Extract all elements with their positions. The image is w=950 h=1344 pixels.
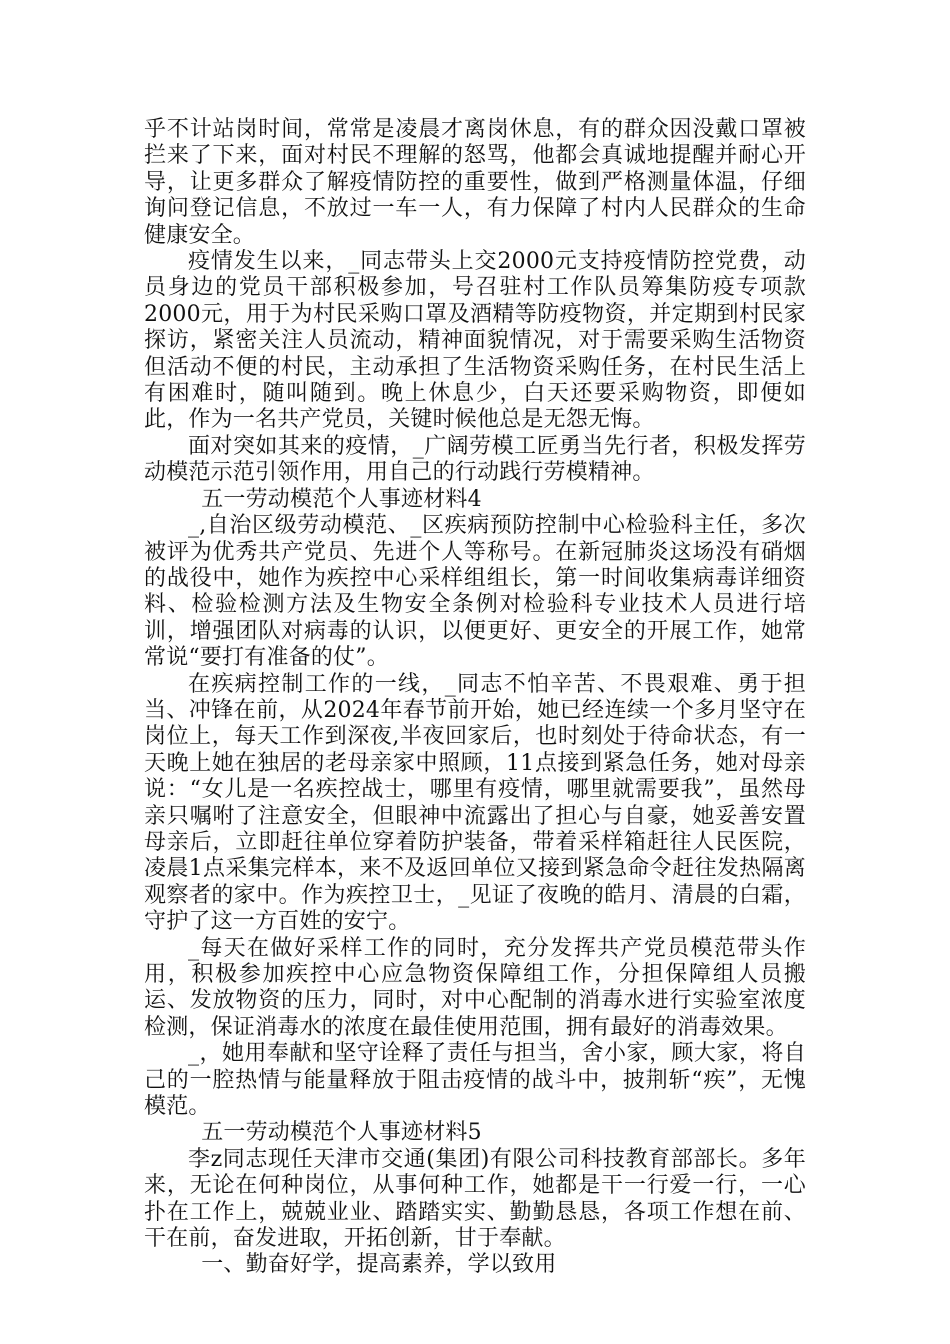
subsection-heading-study: 一、勤奋好学，提高素养，学以致用 xyxy=(201,1252,557,1278)
paragraph-model-pioneers: 面对突如其来的疫情，_广阔劳模工匠勇当先行者，积极发挥劳动模范示范引领作用，用自己的行动践行劳模精神。 xyxy=(144,433,806,486)
paragraph-continuation: 乎不计站岗时间，常常是凌晨才离岗休息，有的群众因没戴口罩被拦来了下来，面对村民不理解的怒骂，他都会真诚地提醒并耐心开导，让更多群众了解疫情防控的重要性，做到严格测量体温，仔细询问登记信息，不放过一车一人，有力保障了村内人民群众的生命健康安全。 xyxy=(144,117,806,248)
paragraph-epidemic-donation: 疫情发生以来，_同志带头上交2000元支持疫情防控党费，动员身边的党员干部积极参加，号召驻村工作队员筹集防疫专项款2000元，用于为村民采购口罩及酒精等防疫物资，并定期到村民家探访，紧密关注人员流动，精神面貌情况，对于需要采购生活物资但活动不便的村民，主动承担了生活物资采购任务，在村民生活上有困难时，随叫随到。晚上休息少，白天还要采购物资，即便如此，作为一名共产党员，关键时候他总是无怨无悔。 xyxy=(144,249,806,433)
paragraph-front-line: 在疾病控制工作的一线，_同志不怕辛苦、不畏艰难、勇于担当、冲锋在前，从2024年春节前开始，她已经连续一个多月坚守在岗位上，每天工作到深夜,半夜回家后，也时刻处于待命状态，有一天晚上她在独居的老母亲家中照顾，11点接到紧急任务，她对母亲说：“女儿是一名疾控战士，哪里有疫情，哪里就需要我”，虽然母亲只嘱咐了注意安全，但眼神中流露出了担心与自豪，她妥善安置母亲后，立即赶往单位穿着防护装备，带着采样箱赶往人民医院，凌晨1点采集完样本，来不及返回单位又接到紧急命令赶往发热隔离观察者的家中。作为疾控卫士，_见证了夜晚的皓月、清晨的白霜，守护了这一方百姓的安宁。 xyxy=(144,671,806,935)
paragraph-sampling-work: _每天在做好采样工作的同时，充分发挥共产党员模范带头作用，积极参加疾控中心应急物资保障组工作，分担保障组人员搬运、发放物资的压力，同时，对中心配制的消毒水进行实验室浓度检测，保证消毒水的浓度在最佳使用范围，拥有最好的消毒效果。 xyxy=(144,935,806,1040)
paragraph-dedication: _，她用奉献和坚守诠释了责任与担当，舍小家，顾大家，将自己的一腔热情与能量释放于阻击疫情的战斗中，披荆斩“疾”，无愧模范。 xyxy=(144,1041,806,1120)
section-heading-5: 五一劳动模范个人事迹材料5 xyxy=(201,1120,482,1146)
document-page xyxy=(144,117,806,1279)
section-heading-4: 五一劳动模范个人事迹材料4 xyxy=(201,486,482,512)
paragraph-tianjin-transport: 李z同志现任天津市交通(集团)有限公司科技教育部部长。多年来，无论在何种岗位，从事何种工作，她都是干一行爱一行，一心扑在工作上，兢兢业业、踏踏实实、勤勤恳恳，各项工作想在前、干在前，奋发进取，开拓创新，甘于奉献。 xyxy=(144,1146,806,1252)
paragraph-cdc-director: _,自治区级劳动模范、_区疾病预防控制中心检验科主任，多次被评为优秀共产党员、先进个人等称号。在新冠肺炎这场没有硝烟的战役中，她作为疾控中心采样组组长，第一时间收集病毒详细资料、检验检测方法及生物安全条例对检验科专业技术人员进行培训，增强团队对病毒的认识，以便更好、更安全的开展工作，她常常说“要打有准备的仗”。 xyxy=(144,513,806,671)
